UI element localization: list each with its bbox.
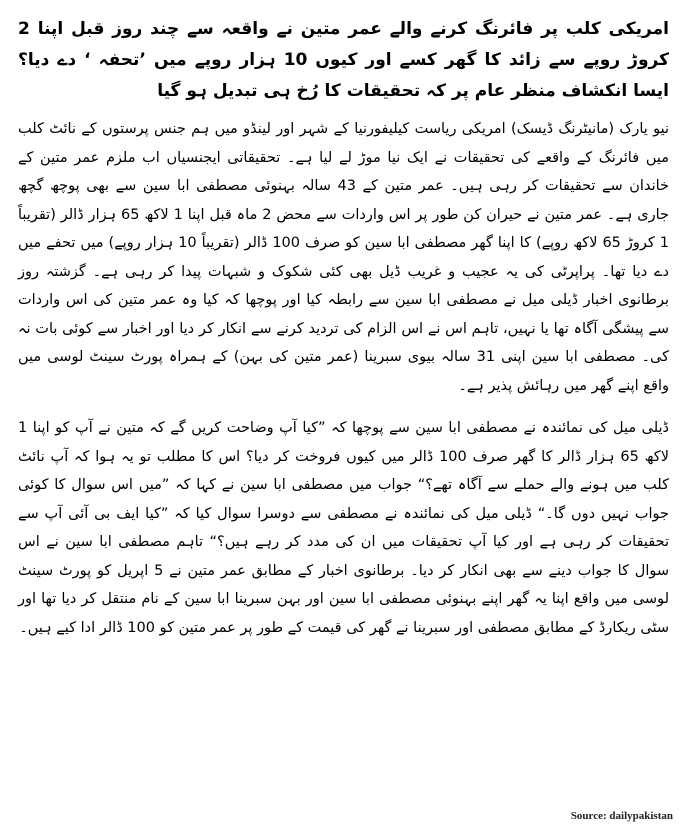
article-headline: امریکی کلب پر فائرنگ کرنے والے عمر متین نے واقعہ سے چند روز قبل اپنا 2 کروڑ روپے سے زائد کا گھر کسے اور کیوں 10 ہزار روپے میں ’تحفہ ‘ دے دیا؟ ایسا انکشاف منظر عام پر کہ تحقیقات کا رُخ ہی تبدیل ہو گیا [18,19,669,101]
article-paragraph-1: نیو یارک (مانیٹرنگ ڈیسک) امریکی ریاست کیلیفورنیا کے شہر اور لینڈو میں ہم جنس پرستوں کے نائٹ کلب میں فائرنگ کے واقعے کی تحقیقات نے ایک نیا موڑ لے لیا ہے۔ تحقیقاتی ایجنسیاں اب ملزم عمر متین کے خاندان سے تحقیقات کر رہی ہیں۔ عمر متین کے 43 سالہ بہنوئی مصطفی ابا سین سے بھی پوچھ گچھ جاری ہے۔ عمر متین نے حیران کن طور پر اس واردات سے محض 2 ماہ قبل اپنا 1 لاکھ 65 ہزار ڈالر (تقریباً 1 کروڑ 65 لاکھ روپے) کا اپنا گھر مصطفی ابا سین کو صرف 100 ڈالر (تقریباً 10 ہزار روپے) میں تحفے میں دے دیا تھا۔ پراپرٹی کی یہ عجیب و غریب ڈیل بھی کئی شکوک و شبہات پیدا کر رہی ہے۔ گزشتہ روز برطانوی اخبار ڈیلی میل نے مصطفی ابا سین سے رابطہ کیا اور پوچھا کہ کیا وہ عمر متین کی اس واردات سے پیشگی آگاہ تھا یا نہیں، تاہم اس نے اس الزام کی تردید کرنے سے انکار کر دیا اور اخبار سے کوئی بات نہ کی۔ مصطفی ابا سین اپنی 31 سالہ بیوی سبرینا (عمر متین کی بہن) کے ہمراہ پورٹ سینٹ لوسی میں واقع اپنے گھر میں رہائش پذیر ہے۔ [18,121,669,394]
source-credit: Source: dailypakistan [570,810,673,822]
article-paragraph-2: ڈیلی میل کی نمائندہ نے مصطفی ابا سین سے پوچھا کہ ”کیا آپ وضاحت کریں گے کہ متین نے آپ کو اپنا 1 لاکھ 65 ہزار ڈالر کا گھر صرف 100 ڈالر میں کیوں فروخت کر دیا؟ اس کا مطلب تو یہ ہوا کہ آپ نائٹ کلب میں ہونے والے حملے سے آگاہ تھے؟“ جواب میں مصطفی ابا سین نے کہا کہ ”میں اس سوال کا کوئی جواب نہیں دوں گا۔“ ڈیلی میل کی نمائندہ نے مصطفی سے دوسرا سوال کیا کہ ”کیا ایف بی آئی آپ سے تحقیقات کر رہی ہے اور کیا آپ تحقیقات میں ان کی مدد کر رہے ہیں؟“ تاہم مصطفی ابا سین نے اس سوال کا جواب دینے سے بھی انکار کر دیا۔ برطانوی اخبار کے مطابق عمر متین نے 5 اپریل کو پورٹ سینٹ لوسی میں واقع اپنا یہ گھر اپنے بہنوئی مصطفی ابا سین اور بہن سبرینا ابا سین کے نام منتقل کر دیا تھا اور سٹی ریکارڈ کے مطابق مصطفی اور سبرینا نے گھر کی قیمت کے طور پر عمر متین کو 100 ڈالر ادا کیے ہیں۔ [18,420,669,636]
